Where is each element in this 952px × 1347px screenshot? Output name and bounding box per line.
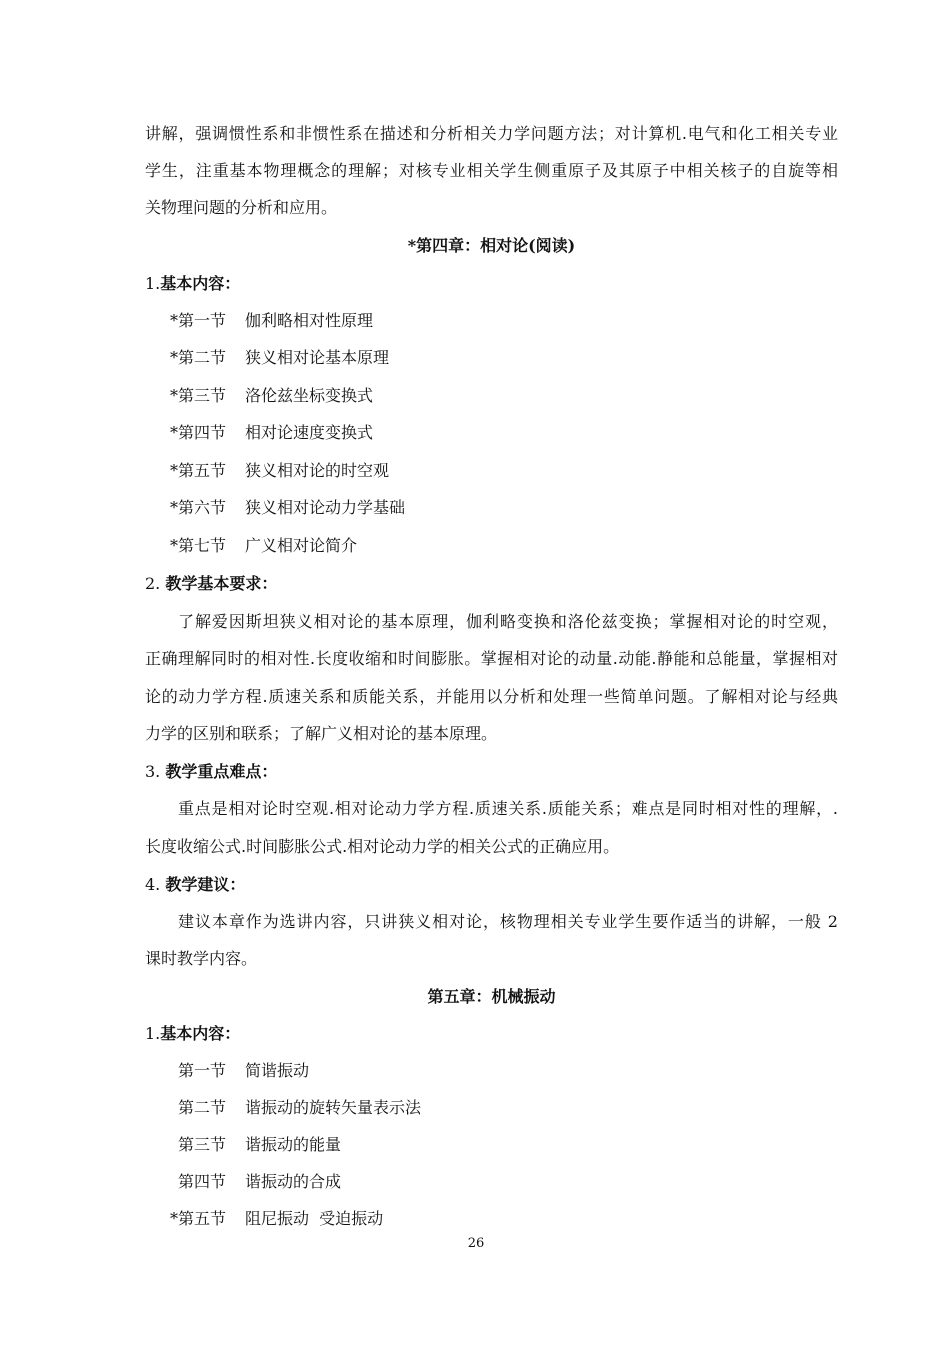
- chapter4-suggestions-label: 4. 教学建议：: [145, 875, 246, 894]
- intro-line-3: 关物理问题的分析和应用。: [145, 198, 338, 217]
- chapter4-section-4: *第四节 相对论速度变换式: [170, 423, 374, 442]
- label-number: 1.: [145, 274, 161, 293]
- chapter4-requirements-label: 2. 教学基本要求：: [145, 574, 278, 593]
- chapter4-key-points-label: 3. 教学重点难点：: [145, 762, 278, 781]
- chapter4-section-6: *第六节 狭义相对论动力学基础: [170, 498, 406, 517]
- chapter4-basic-content-label: [145, 273, 240, 295]
- chapter5-section-4: 第四节 谐振动的合成: [178, 1172, 342, 1191]
- intro-line-2: 学生，注重基本物理概念的理解；对核专业相关学生侧重原子及其原子中相关核子的自旋等相: [145, 161, 838, 180]
- chapter4-section-2: *第二节 狭义相对论基本原理: [170, 348, 390, 367]
- chapter4-section-5: *第五节 狭义相对论的时空观: [170, 461, 390, 480]
- page-number: 26: [467, 1236, 485, 1251]
- chapter5-section-2: 第二节 谐振动的旋转矢量表示法: [178, 1098, 422, 1117]
- chapter5-title: 第五章：机械振动: [427, 987, 556, 1006]
- chapter4-requirements-line-1: 了解爱因斯坦狭义相对论的基本原理，伽利略变换和洛伦兹变换；掌握相对论的时空观，: [178, 612, 838, 631]
- chapter4-key-points-line-1: 重点是相对论时空观.相对论动力学方程.质速关系.质能关系；难点是同时相对性的理解，.: [178, 799, 838, 818]
- chapter4-section-7: *第七节 广义相对论简介: [170, 536, 358, 555]
- chapter5-section-1: 第一节 简谐振动: [178, 1061, 310, 1080]
- chapter4-suggestions-line-2: 课时教学内容。: [145, 949, 258, 968]
- chapter4-requirements-line-2: 正确理解同时的相对性.长度收缩和时间膨胀。掌握相对论的动量.动能.静能和总能量，掌握相对: [145, 649, 838, 668]
- intro-line-1: 讲解，强调惯性系和非惯性系在描述和分析相关力学问题方法；对计算机.电气和化工相关专业: [145, 124, 838, 143]
- chapter4-key-points-line-2: 长度收缩公式.时间膨胀公式.相对论动力学的相关公式的正确应用。: [145, 837, 620, 856]
- chapter4-requirements-line-4: 力学的区别和联系；了解广义相对论的基本原理。: [145, 724, 498, 743]
- chapter4-requirements-line-3: 论的动力学方程.质速关系和质能关系，并能用以分析和处理一些简单问题。了解相对论与经典: [145, 687, 838, 706]
- chapter5-basic-content-label: 1.基本内容：: [145, 1024, 241, 1043]
- label-text: 基本内容：: [160, 274, 241, 293]
- chapter5-section-3: 第三节 谐振动的能量: [178, 1135, 342, 1154]
- chapter4-suggestions-line-1: 建议本章作为选讲内容，只讲狭义相对论，核物理相关专业学生要作适当的讲解，一般 2: [178, 912, 838, 931]
- chapter4-section-1: *第一节 伽利略相对性原理: [170, 311, 374, 330]
- chapter4-section-3: *第三节 洛伦兹坐标变换式: [170, 386, 374, 405]
- chapter5-section-5: *第五节 阻尼振动 受迫振动: [170, 1209, 384, 1228]
- chapter4-title: *第四章：相对论(阅读): [407, 236, 576, 255]
